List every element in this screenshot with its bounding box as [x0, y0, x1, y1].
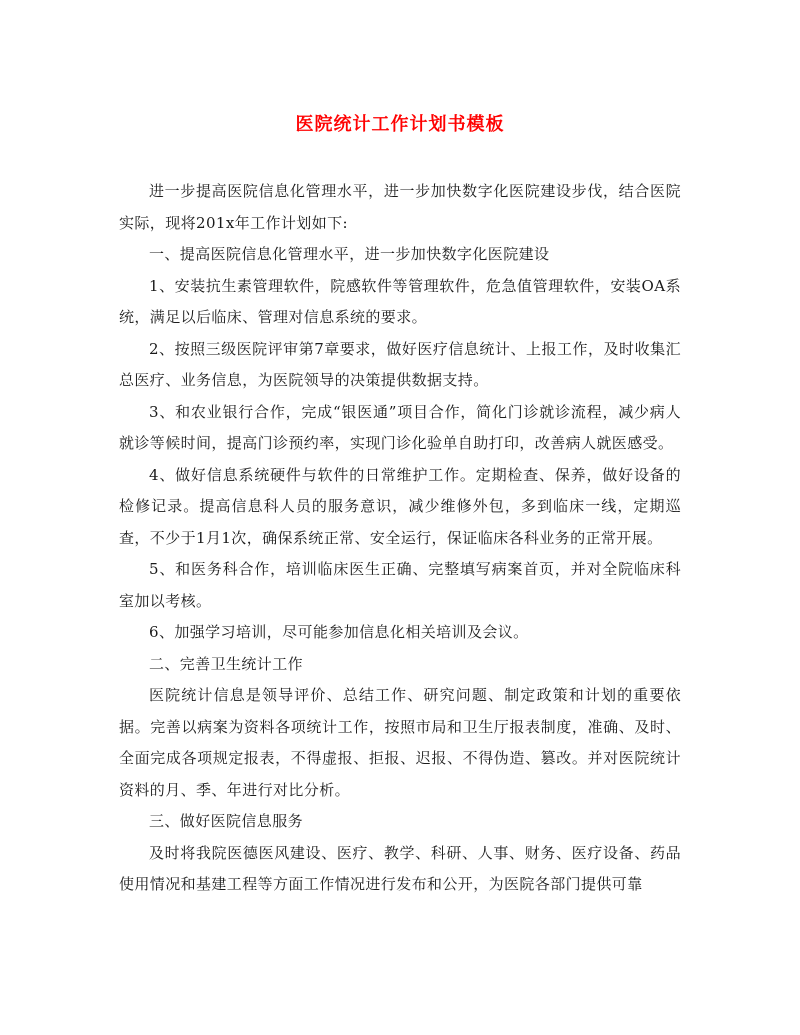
document-title: 医院统计工作计划书模板	[295, 114, 505, 135]
paragraph-item-5: 5、和医务科合作，培训临床医生正确、完整填写病案首页，并对全院临床科室加以考核。	[119, 560, 681, 610]
paragraph-statistics: 医院统计信息是领导评价、总结工作、研究问题、制定政策和计划的重要依据。完善以病案为资料各项统计工作，按照市局和卫生厅报表制度，准确、及时、全面完成各项规定报表，不得虚报、拒报、迟报、不得伪造、篡改。并对医院统计资料的月、季、年进行对比分析。	[119, 686, 681, 799]
paragraph-item-2: 2、按照三级医院评审第7章要求，做好医疗信息统计、上报工作，及时收集汇总医疗、业务信息，为医院领导的决策提供数据支持。	[119, 339, 681, 389]
section-heading-3: 三、做好医院信息服务	[149, 812, 304, 830]
paragraph-intro: 进一步提高医院信息化管理水平，进一步加快数字化医院建设步伐，结合医院实际，现将201x年工作计划如下:	[119, 182, 681, 232]
section-heading-1: 一、提高医院信息化管理水平，进一步加快数字化医院建设	[149, 245, 550, 263]
paragraph-info-service: 及时将我院医德医风建设、医疗、教学、科研、人事、财务、医疗设备、药品使用情况和基建工程等方面工作情况进行发布和公开，为医院各部门提供可靠	[119, 843, 681, 893]
document-body	[119, 176, 681, 901]
paragraph-item-1: 1、安装抗生素管理软件，院感软件等管理软件，危急值管理软件，安装OA系统，满足以后临床、管理对信息系统的要求。	[119, 276, 681, 326]
paragraph-item-3: 3、和农业银行合作，完成“银医通”项目合作，简化门诊就诊流程，减少病人就诊等候时间，提高门诊预约率，实现门诊化验单自助打印，改善病人就医感受。	[119, 402, 681, 452]
section-heading-2: 二、完善卫生统计工作	[149, 654, 304, 673]
paragraph-item-6: 6、加强学习培训，尽可能参加信息化相关培训及会议。	[149, 623, 529, 641]
paragraph-item-4: 4、做好信息系统硬件与软件的日常维护工作。定期检查、保养，做好设备的检修记录。提高信息科人员的服务意识，减少维修外包，多到临床一线，定期巡查，不少于1月1次，确保系统正常、安全运行，保证临床各科业务的正常开展。	[119, 465, 681, 547]
